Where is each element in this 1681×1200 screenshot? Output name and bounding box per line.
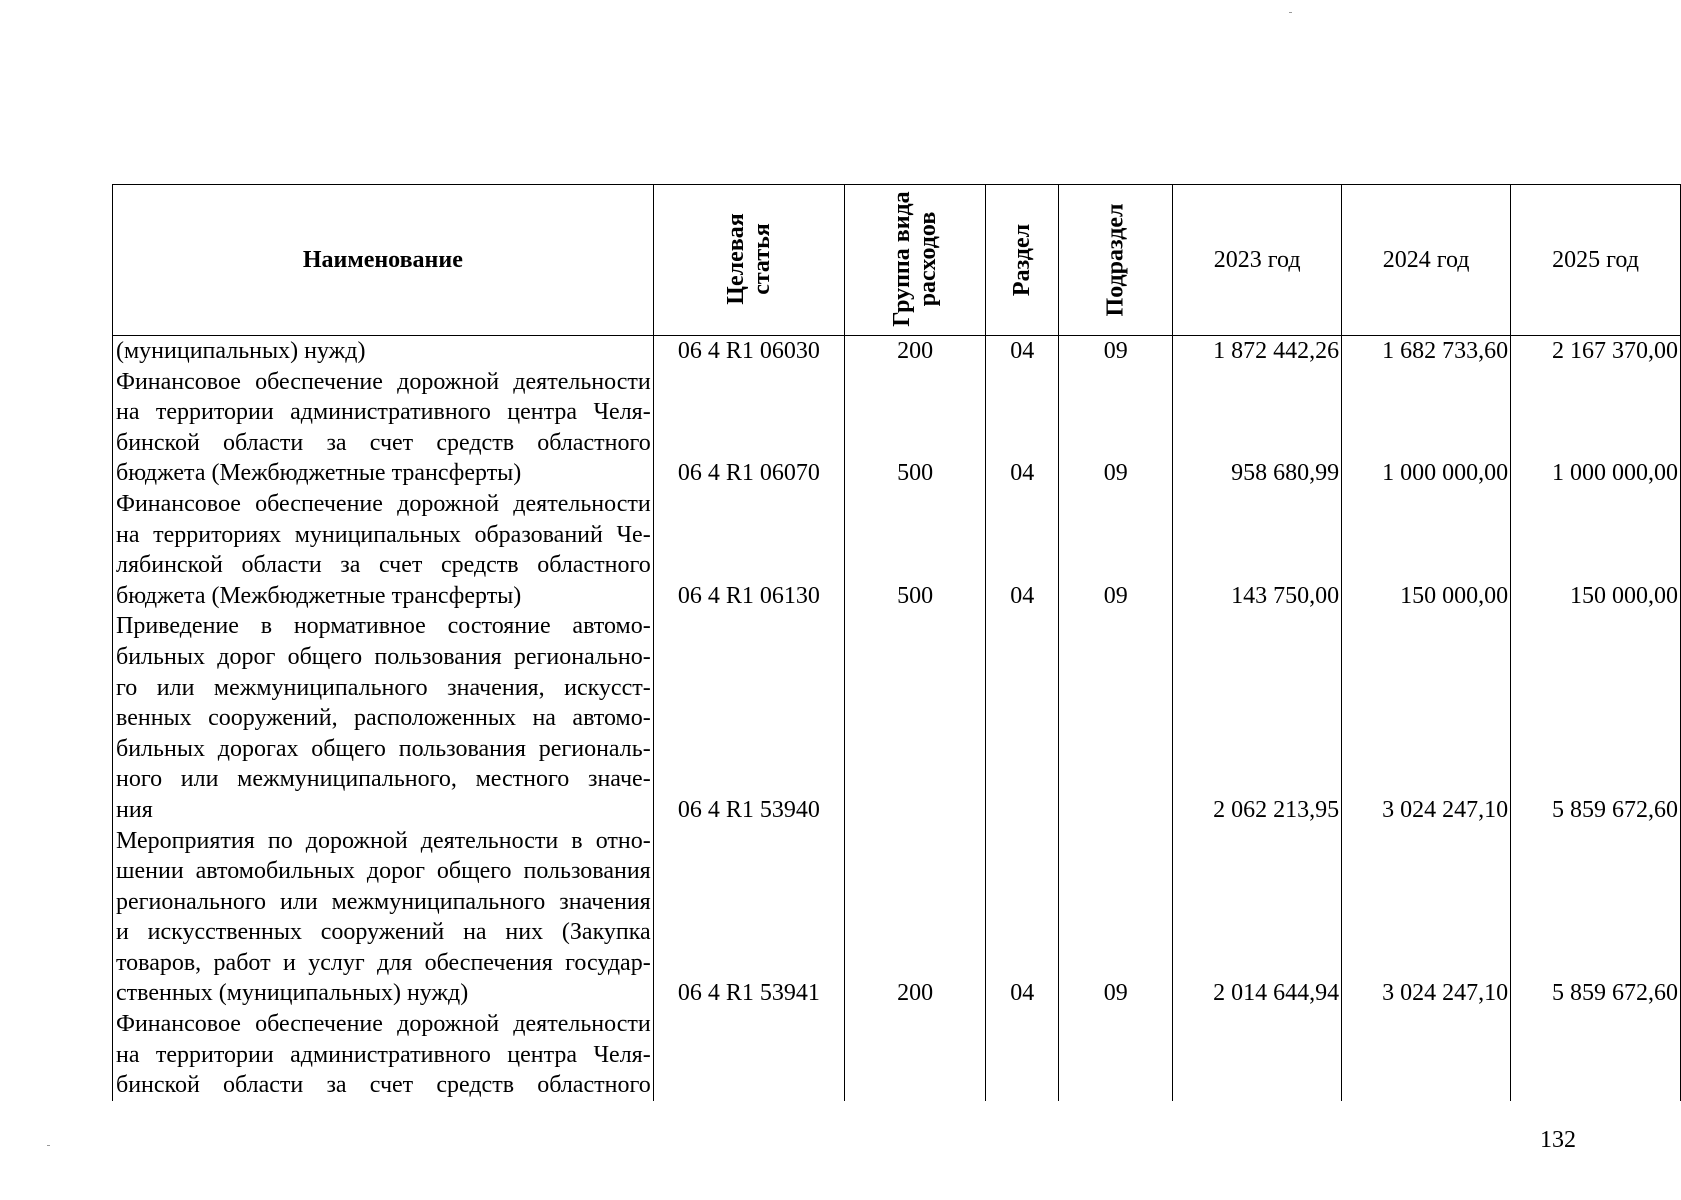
table-row <box>113 826 1681 1010</box>
cell-2025: 5 859 672,60 <box>1511 611 1681 825</box>
table-row <box>113 1009 1681 1101</box>
cell-2023 <box>1173 1009 1342 1101</box>
header-expense-group: Группа вида расходов <box>845 185 986 336</box>
table-body <box>113 336 1681 1101</box>
budget-table <box>112 184 1681 1101</box>
cell-expense-group: 200 <box>845 336 986 367</box>
cell-name <box>113 1009 654 1101</box>
header-subsection: Подраздел <box>1059 185 1173 336</box>
name-line: товаров, работ и услуг для обеспечения государ- <box>116 949 651 976</box>
name-line: бинской области за счет средств областного <box>116 429 651 456</box>
cell-2023: 2 014 644,94 <box>1173 826 1342 1010</box>
cell-section: 04 <box>986 367 1059 489</box>
cell-subsection <box>1059 1009 1173 1101</box>
cell-2024: 1 682 733,60 <box>1342 336 1511 367</box>
table-row <box>113 367 1681 489</box>
cell-2025: 5 859 672,60 <box>1511 826 1681 1010</box>
name-line: на территории административного центра Челя- <box>116 399 651 426</box>
name-line: лябинской области за счет средств областного <box>116 552 651 579</box>
name-line: на территориях муниципальных образований Че- <box>116 521 651 548</box>
cell-2024: 3 024 247,10 <box>1342 826 1511 1010</box>
cell-section: 04 <box>986 826 1059 1010</box>
cell-2023: 143 750,00 <box>1173 489 1342 611</box>
cell-section <box>986 1009 1059 1101</box>
cell-expense-group: 200 <box>845 826 986 1010</box>
cell-name <box>113 489 654 611</box>
header-section: Раздел <box>986 185 1059 336</box>
scan-mark-top <box>1289 12 1292 13</box>
table-header-row <box>113 185 1681 336</box>
cell-name <box>113 826 654 1010</box>
cell-expense-group <box>845 611 986 825</box>
name-line: бильных дорогах общего пользования региональ- <box>116 735 651 762</box>
name-line: го или межмуниципального значения, искусст- <box>116 674 651 701</box>
name-line: на территории административного центра Челя- <box>116 1041 651 1068</box>
cell-2023: 958 680,99 <box>1173 367 1342 489</box>
name-line: ного или межмуниципального, местного значе- <box>116 766 651 793</box>
cell-2024: 150 000,00 <box>1342 489 1511 611</box>
cell-section: 04 <box>986 489 1059 611</box>
name-line: и искусственных сооружений на них (Закупка <box>116 919 651 946</box>
header-2025: 2025 год <box>1511 185 1681 336</box>
header-2023: 2023 год <box>1173 185 1342 336</box>
cell-section <box>986 611 1059 825</box>
cell-subsection: 09 <box>1059 826 1173 1010</box>
name-line: шении автомобильных дорог общего пользования <box>116 858 651 885</box>
name-line: бильных дорог общего пользования регионально- <box>116 643 651 670</box>
header-name: Наименование <box>113 185 654 336</box>
table-row <box>113 489 1681 611</box>
cell-expense-group: 500 <box>845 367 986 489</box>
cell-2024: 3 024 247,10 <box>1342 611 1511 825</box>
cell-2025: 150 000,00 <box>1511 489 1681 611</box>
cell-target-article: 06 4 R1 06070 <box>653 367 844 489</box>
cell-2024: 1 000 000,00 <box>1342 367 1511 489</box>
cell-subsection: 09 <box>1059 367 1173 489</box>
name-line: Финансовое обеспечение дорожной деятельности <box>116 490 651 517</box>
cell-target-article: 06 4 R1 53941 <box>653 826 844 1010</box>
name-line: (муниципальных) нужд) <box>116 338 366 364</box>
cell-name <box>113 611 654 825</box>
name-line: Мероприятия по дорожной деятельности в отно- <box>116 827 651 854</box>
cell-2025: 1 000 000,00 <box>1511 367 1681 489</box>
table-row <box>113 611 1681 825</box>
name-line: бюджета (Межбюджетные трансферты) <box>116 460 522 487</box>
cell-target-article <box>653 1009 844 1101</box>
header-target-article: Целевая статья <box>653 185 844 336</box>
cell-subsection: 09 <box>1059 489 1173 611</box>
name-line: регионального или межмуниципального значения <box>116 888 651 915</box>
cell-name <box>113 367 654 489</box>
cell-2025: 2 167 370,00 <box>1511 336 1681 367</box>
cell-target-article: 06 4 R1 06030 <box>653 336 844 367</box>
cell-target-article: 06 4 R1 06130 <box>653 489 844 611</box>
cell-expense-group: 500 <box>845 489 986 611</box>
name-line: бинской области за счет средств областного <box>116 1072 651 1099</box>
cell-section: 04 <box>986 336 1059 367</box>
page-number: 132 <box>1540 1127 1576 1153</box>
name-line: Приведение в нормативное состояние автомо- <box>116 613 651 640</box>
cell-subsection: 09 <box>1059 336 1173 367</box>
cell-2023: 2 062 213,95 <box>1173 611 1342 825</box>
name-line: ния <box>116 796 153 823</box>
cell-2025 <box>1511 1009 1681 1101</box>
cell-expense-group <box>845 1009 986 1101</box>
cell-subsection <box>1059 611 1173 825</box>
table-row <box>113 336 1681 367</box>
name-line: венных сооружений, расположенных на автомо- <box>116 705 651 732</box>
scan-mark-left <box>47 1145 50 1146</box>
cell-target-article: 06 4 R1 53940 <box>653 611 844 825</box>
name-line: Финансовое обеспечение дорожной деятельности <box>116 1011 651 1038</box>
cell-2023: 1 872 442,26 <box>1173 336 1342 367</box>
header-2024: 2024 год <box>1342 185 1511 336</box>
cell-name <box>113 336 654 367</box>
name-line: Финансовое обеспечение дорожной деятельности <box>116 368 651 395</box>
cell-2024 <box>1342 1009 1511 1101</box>
name-line: бюджета (Межбюджетные трансферты) <box>116 582 522 609</box>
name-line: ственных (муниципальных) нужд) <box>116 980 469 1007</box>
